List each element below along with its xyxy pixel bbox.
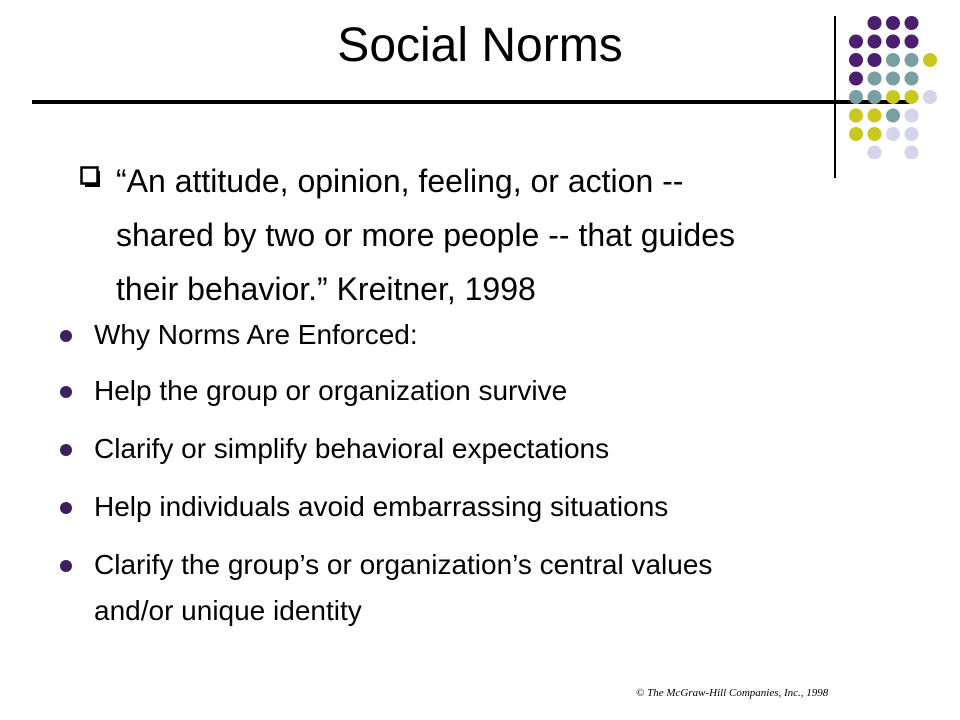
- bullet-list: [60, 312, 880, 646]
- decorative-dot: [905, 146, 919, 160]
- decorative-dot: [886, 53, 900, 67]
- decorative-dot: [905, 127, 919, 141]
- decorative-dot: [849, 72, 863, 86]
- decorative-dot: [886, 16, 900, 30]
- decorative-dot: [886, 109, 900, 123]
- decorative-dot: [849, 53, 863, 67]
- decorative-dot: [849, 109, 863, 123]
- bullet-text: Why Norms Are Enforced:: [94, 319, 418, 350]
- bullet-dot-icon: [60, 330, 72, 342]
- decorative-dot: [905, 16, 919, 30]
- decorative-dot: [868, 35, 882, 49]
- decorative-dot-grid: [847, 14, 957, 159]
- decorative-dot: [886, 35, 900, 49]
- bullet-text: Clarify or simplify behavioral expectations: [94, 433, 610, 464]
- decorative-dot: [905, 35, 919, 49]
- bullet-dot-icon: [60, 502, 72, 514]
- decorative-dot: [849, 127, 863, 141]
- decorative-dot: [886, 72, 900, 86]
- decorative-dot: [905, 109, 919, 123]
- bullet-dot-icon: [60, 444, 72, 456]
- decorative-dot: [849, 90, 863, 104]
- bullet-expectations: [60, 426, 880, 472]
- checkbox-icon: [80, 166, 102, 188]
- bullet-survive: [60, 368, 880, 414]
- decorative-dot: [923, 53, 937, 67]
- bullet-text: Help the group or organization survive: [94, 375, 568, 406]
- decorative-dot: [905, 53, 919, 67]
- decorative-dot: [868, 127, 882, 141]
- decorative-dot: [868, 90, 882, 104]
- bullet-why-norms: [60, 312, 880, 358]
- quote-block: [80, 154, 860, 316]
- bullet-dot-icon: [60, 386, 72, 398]
- kreitner-quote: “An attitude, opinion, feeling, or action -- shared by two or more people -- that guides their behavior.” Kreitner, 1998: [116, 163, 735, 307]
- decorative-dot: [886, 127, 900, 141]
- decorative-dot: [868, 109, 882, 123]
- decorative-dot: [905, 90, 919, 104]
- decorative-dot: [868, 146, 882, 160]
- slide-title: Social Norms: [337, 19, 623, 72]
- decorative-dot: [868, 72, 882, 86]
- decorative-dot: [868, 16, 882, 30]
- bullet-text: Clarify the group’s or organization’s central values and/or unique identity: [94, 549, 713, 626]
- copyright-notice: © The McGraw-Hill Companies, Inc., 1998: [636, 687, 829, 699]
- decorative-dot: [886, 90, 900, 104]
- decorative-dot: [849, 35, 863, 49]
- bullet-dot-icon: [60, 560, 72, 572]
- title-underline: [32, 100, 910, 104]
- bullet-text: Help individuals avoid embarrassing situations: [94, 491, 669, 522]
- decorative-dot: [868, 53, 882, 67]
- decorative-dot: [905, 72, 919, 86]
- bullet-values-identity: [60, 542, 880, 634]
- decorative-dot: [923, 90, 937, 104]
- bullet-embarrassing: [60, 484, 880, 530]
